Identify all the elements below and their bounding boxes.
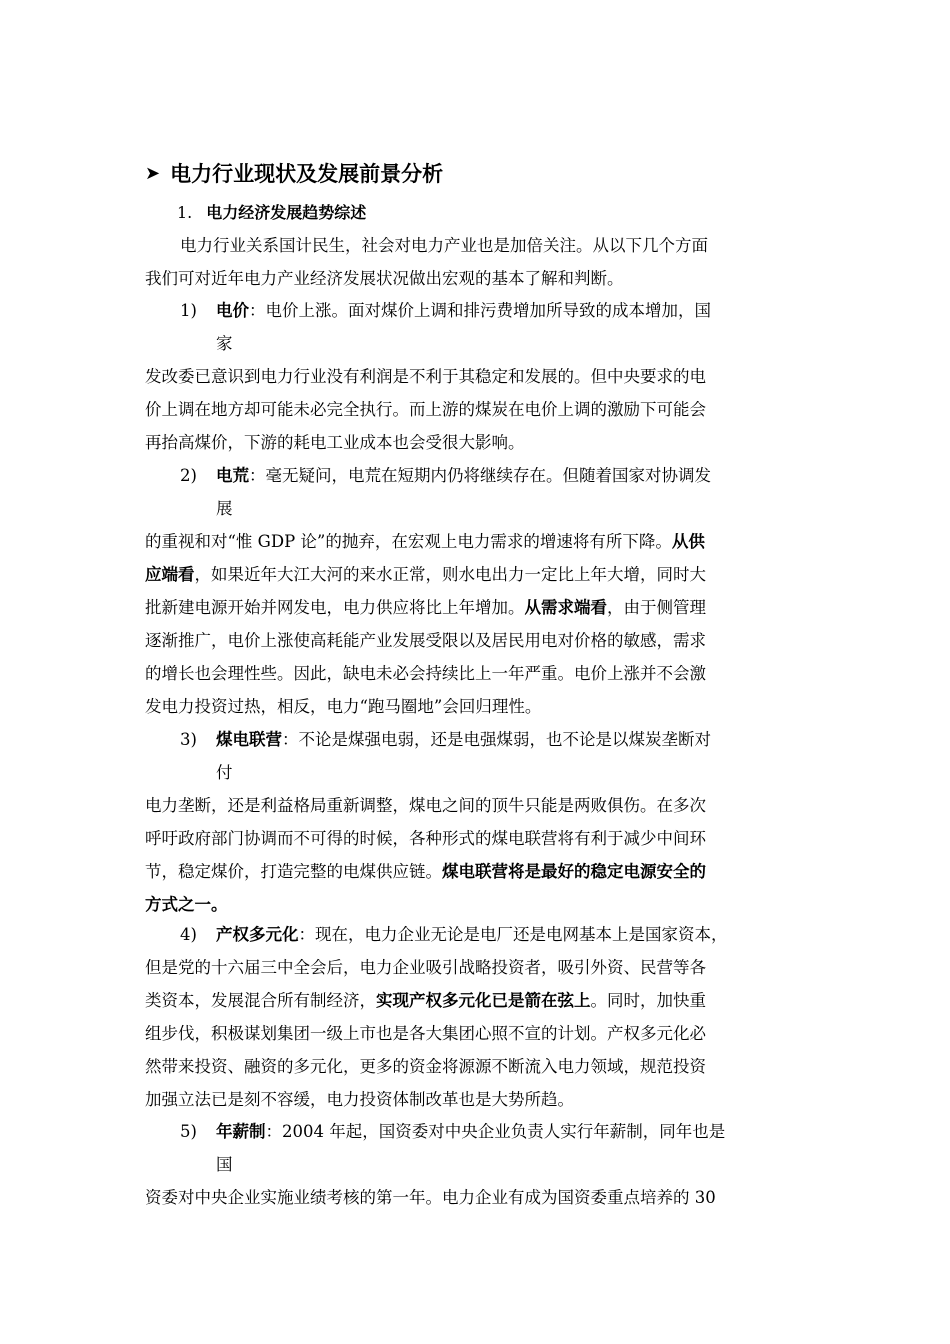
item-2-hang: 展 <box>216 499 233 518</box>
item-1-line: 价上调在地方却可能未必完全执行。而上游的煤炭在电价上调的激励下可能会 <box>145 400 706 419</box>
item-1-hang: 家 <box>216 334 233 353</box>
intro-line-1: 电力行业关系国计民生，社会对电力产业也是加倍关注。从以下几个方面 <box>180 236 708 255</box>
item-5-hang: 国 <box>216 1155 233 1174</box>
item-5-line: 资委对中央企业实施业绩考核的第一年。电力企业有成为国资委重点培养的 30 <box>145 1188 716 1207</box>
item-3-line: 方式之一。 <box>145 895 228 914</box>
item-5: 5) 年薪制：2004 年起，国资委对中央企业负责人实行年薪制，同年也是 <box>180 1122 726 1141</box>
item-2-line: 应端看，如果近年大江大河的来水正常，则水电出力一定比上年大增，同时大 <box>145 565 706 584</box>
item-4-line: 加强立法已是刻不容缓，电力投资体制改革也是大势所趋。 <box>145 1090 574 1109</box>
doc-heading <box>145 156 443 190</box>
item-1-line: 再抬高煤价，下游的耗电工业成本也会受很大影响。 <box>145 433 525 452</box>
item-3: 3) 煤电联营：不论是煤强电弱，还是电强煤弱，也不论是以煤炭垄断对 <box>180 730 711 749</box>
section-title: 1. 电力经济发展趋势综述 <box>177 203 367 222</box>
item-4-line: 然带来投资、融资的多元化，更多的资金将源源不断流入电力领域，规范投资 <box>145 1057 706 1076</box>
item-2: 2) 电荒：毫无疑问，电荒在短期内仍将继续存在。但随着国家对协调发 <box>180 466 711 485</box>
item-2-line: 的重视和对“惟 GDP 论”的抛弃，在宏观上电力需求的增速将有所下降。从供 <box>145 532 705 551</box>
heading-text: 电力行业现状及发展前景分析 <box>170 162 444 186</box>
item-4-line: 组步伐，积极谋划集团一级上市也是各大集团心照不宣的计划。产权多元化必 <box>145 1024 706 1043</box>
arrow-bullet-icon: ➤ <box>145 162 161 184</box>
item-2-line: 逐渐推广，电价上涨使高耗能产业发展受限以及居民用电对价格的敏感，需求 <box>145 631 706 650</box>
item-3-hang: 付 <box>216 763 233 782</box>
item-3-line: 节，稳定煤价，打造完整的电煤供应链。煤电联营将是最好的稳定电源安全的 <box>145 862 706 881</box>
item-1: 1) 电价：电价上涨。面对煤价上调和排污费增加所导致的成本增加，国 <box>180 301 711 320</box>
item-4: 4) 产权多元化：现在，电力企业无论是电厂还是电网基本上是国家资本， <box>180 925 728 944</box>
item-4-line: 但是党的十六届三中全会后，电力企业吸引战略投资者，吸引外资、民营等各 <box>145 958 706 977</box>
intro-line-2: 我们可对近年电力产业经济发展状况做出宏观的基本了解和判断。 <box>145 269 624 288</box>
item-2-line: 批新建电源开始并网发电，电力供应将比上年增加。从需求端看，由于侧管理 <box>145 598 706 617</box>
item-2-line: 的增长也会理性些。因此，缺电未必会持续比上一年严重。电价上涨并不会激 <box>145 664 706 683</box>
item-1-line: 发改委已意识到电力行业没有利润是不利于其稳定和发展的。但中央要求的电 <box>145 367 706 386</box>
item-4-line: 类资本，发展混合所有制经济，实现产权多元化已是箭在弦上。同时，加快重 <box>145 991 706 1010</box>
item-3-line: 呼吁政府部门协调而不可得的时候，各种形式的煤电联营将有利于减少中间环 <box>145 829 706 848</box>
item-3-line: 电力垄断，还是利益格局重新调整，煤电之间的顶牛只能是两败俱伤。在多次 <box>145 796 706 815</box>
item-2-line: 发电力投资过热，相反，电力“跑马圈地”会回归理性。 <box>145 697 542 716</box>
